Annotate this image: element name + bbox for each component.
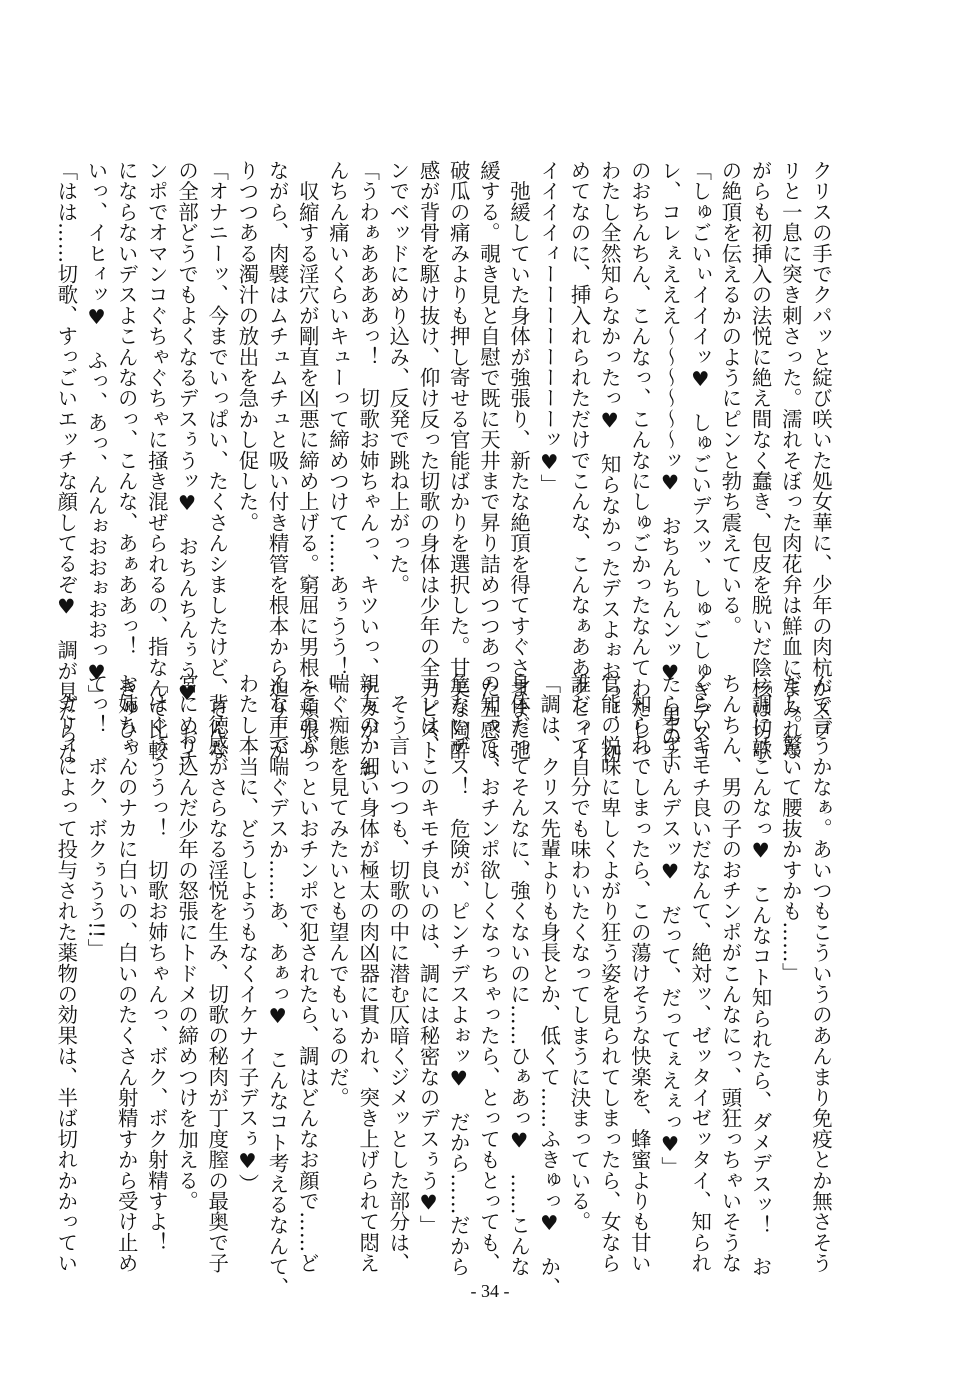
upper-text-line: りつつある濁汁の放出を急かし促した。	[235, 160, 260, 533]
upper-text-line: ながら、肉襞はムチュムチュと吸い付き精管を根本から迫り上が	[265, 160, 290, 761]
lower-text-line: そう言いつつも、切歌の中に潜む仄暗くジメッとした部分は、	[386, 673, 411, 1274]
upper-text-line: 「はは……切歌、すっごいエッチな顔してるぞ♥ 調が見たらな	[54, 160, 79, 764]
lower-text-line: 「調は、クリス先輩よりも身長とか、低くて……ふきゅっ♥ か、	[537, 673, 562, 1298]
upper-text-line: 弛緩していた身体が強張り、新たな絶頂を得てすぐさままた弛	[507, 160, 532, 761]
upper-text-line: 破瓜の痛みよりも押し寄せる官能ばかりを選択した。甘美な陶酔	[446, 160, 471, 761]
lower-text-line: くらいキモチ良いだなんて、絶対ッ、ゼッタイゼッタイ、知られ	[688, 673, 713, 1274]
lower-text-line: んて言うかなぁ。あいつもこういうのあんまり免疫とか無さそう	[809, 673, 833, 1274]
upper-text-line: 収縮する淫穴が剛直を凶悪に締め上げる。窮屈に男根を頬張り	[295, 160, 320, 761]
upper-text-line: レ、コレぇえええ～～～～～～ッ♥ おちんちんンッ♥ 男の子	[658, 160, 683, 768]
upper-text-line: にならないデスよこんなのっ、こんな、あぁああっ！ きゅひっ、	[114, 160, 139, 781]
lower-text-line: てっ！ ボク、ボクぅうう!!」	[84, 673, 109, 960]
lower-text-line: 親友のか細い身体が極太の肉凶器に貫かれ、突き上げられて悶え	[356, 673, 381, 1274]
lower-text-line: 「調にはこんなっ♥ こんなコト知られたら、ダメデスッ！ お	[748, 673, 773, 1277]
lower-text-line: ちんちん、男の子のおチンポがこんなにっ、頭狂っちゃいそうな	[718, 673, 743, 1274]
upper-text-line: クリスの手でクパッと綻び咲いた処女華に、少年の肉杭がズブ	[809, 160, 833, 740]
lower-text-line: 「はぐぅううっ！ 切歌お姉ちゃんっ、ボク、ボク射精すよ！	[144, 673, 169, 1253]
lower-text-line: 身体だってそんなに、強くないのに……ひぁあっ♥ ……こんな	[507, 673, 532, 1277]
upper-text-line: 「うわぁああああっ！ 切歌お姉ちゃんっ、キツいっ、ナカが、ち	[356, 160, 381, 781]
lower-text-line: コレは、このキモチ良いのは、調には秘密なのデスぅう♥」	[416, 673, 441, 1236]
upper-text-line: がらも初挿入の法悦に絶え間なく蠢き、包皮を脱いだ陰核は切歌	[748, 160, 773, 761]
lower-text-line: たらまずいんデスッ♥ だって、だってぇえぇっ♥」	[658, 673, 683, 1177]
lower-text-line: 喘ぐ痴態を見てみたいとも望んでもいるのだ。	[326, 673, 350, 1108]
lower-text-line: （このぶっといおチンポで犯されたら、調はどんなお顔で……ど	[295, 673, 320, 1274]
lower-text-line: んな声で喘ぐデスか……あ、あぁっ♥ こんなコト考えるなんて、	[265, 673, 290, 1298]
lower-text-line: 危ないデス！ 危険が、ピンチデスよぉッ♥ だから……だから	[446, 673, 471, 1277]
lower-text-line: の知って、おチンポ欲しくなっちゃったら、とってもとっても、	[476, 673, 501, 1274]
lower-text-line: ガリィによって投与された薬物の効果は、半ば切れかかってい	[54, 673, 79, 1274]
upper-text-line: ンポでオマンコぐちゃぐちゃに掻き混ぜられるの、指なんて比較	[144, 160, 169, 761]
upper-text-line: イイイイィーーーーーーーーッ♥」	[537, 160, 562, 495]
upper-text-line: わたし全然知らなかったっ♥ 知らなかったデスよぉおっ！ 初	[597, 160, 622, 764]
lower-text-line: 誰だって自分でも味わいたくなってしまうに決まっている。	[567, 673, 592, 1232]
upper-text-line: めてなのに、挿入れられただけでこんな、こんなぁああクヒィイ	[567, 160, 592, 761]
lower-text-line: だし。驚いて腰抜かすかも……」	[778, 673, 803, 984]
lower-text-line: 背徳感がさらなる淫悦を生み、切歌の秘肉が丁度膣の最奥で子	[205, 673, 230, 1274]
upper-text-line: んちん痛いくらいキューって締めつけて……あぅうう！」	[326, 160, 350, 699]
lower-text-line: 知られてしまったら、この蕩けそうな快楽を、蜂蜜よりも甘い	[627, 673, 652, 1274]
lower-text-line: 宮にめり込んだ少年の怒張にトドメの締めつけを加える。	[175, 673, 200, 1212]
upper-text-line: 感が背骨を駆け抜け、仰け反った切歌の身体は少年の全力ピスト	[416, 160, 441, 761]
upper-text-block	[54, 160, 836, 781]
lower-text-line: 官能の悦味に卑しくよがり狂う姿を見られてしまったら、女なら	[597, 673, 622, 1274]
upper-text-line: 「オナニーッ、今までいっぱい、たくさんシましたけど、そんな	[205, 160, 230, 761]
lower-text-line: わたし本当に、どうしようもなくイケナイ子デスぅ♥）	[235, 673, 260, 1195]
upper-text-line: リと一息に突き刺さった。濡れそぼった肉花弁は鮮血にまみれな	[778, 160, 803, 761]
upper-text-line: の全部どうでもよくなるデスぅうッ♥ おちんちんぅう♥ おチ	[175, 160, 200, 768]
lower-text-line: お姉ちゃんのナカに白いの、白いのたくさん射精すから受け止め	[114, 673, 139, 1274]
upper-text-line: 「しゅごいぃイイイッ♥ しゅごいデスッ、しゅごしゅぎデスコ	[688, 160, 713, 764]
upper-text-line: の絶頂を伝えるかのようにピンと勃ち震えている。	[718, 160, 743, 637]
page-number: - 34 -	[470, 1281, 510, 1301]
upper-text-line: ンでベッドにめり込み、反発で跳ね上がった。	[386, 160, 411, 595]
upper-text-line: いっ、イヒィッ♥ ふっ、あっ、んんぉおおぉおおっ♥」	[84, 160, 109, 706]
upper-text-line: のおちんちん、こんなっ、こんなにしゅごかったなんてわたしっ、	[627, 160, 652, 781]
upper-text-line: 緩する。覗き見と自慰で既に天井まで昇り詰めつつあった五感は、	[476, 160, 501, 781]
